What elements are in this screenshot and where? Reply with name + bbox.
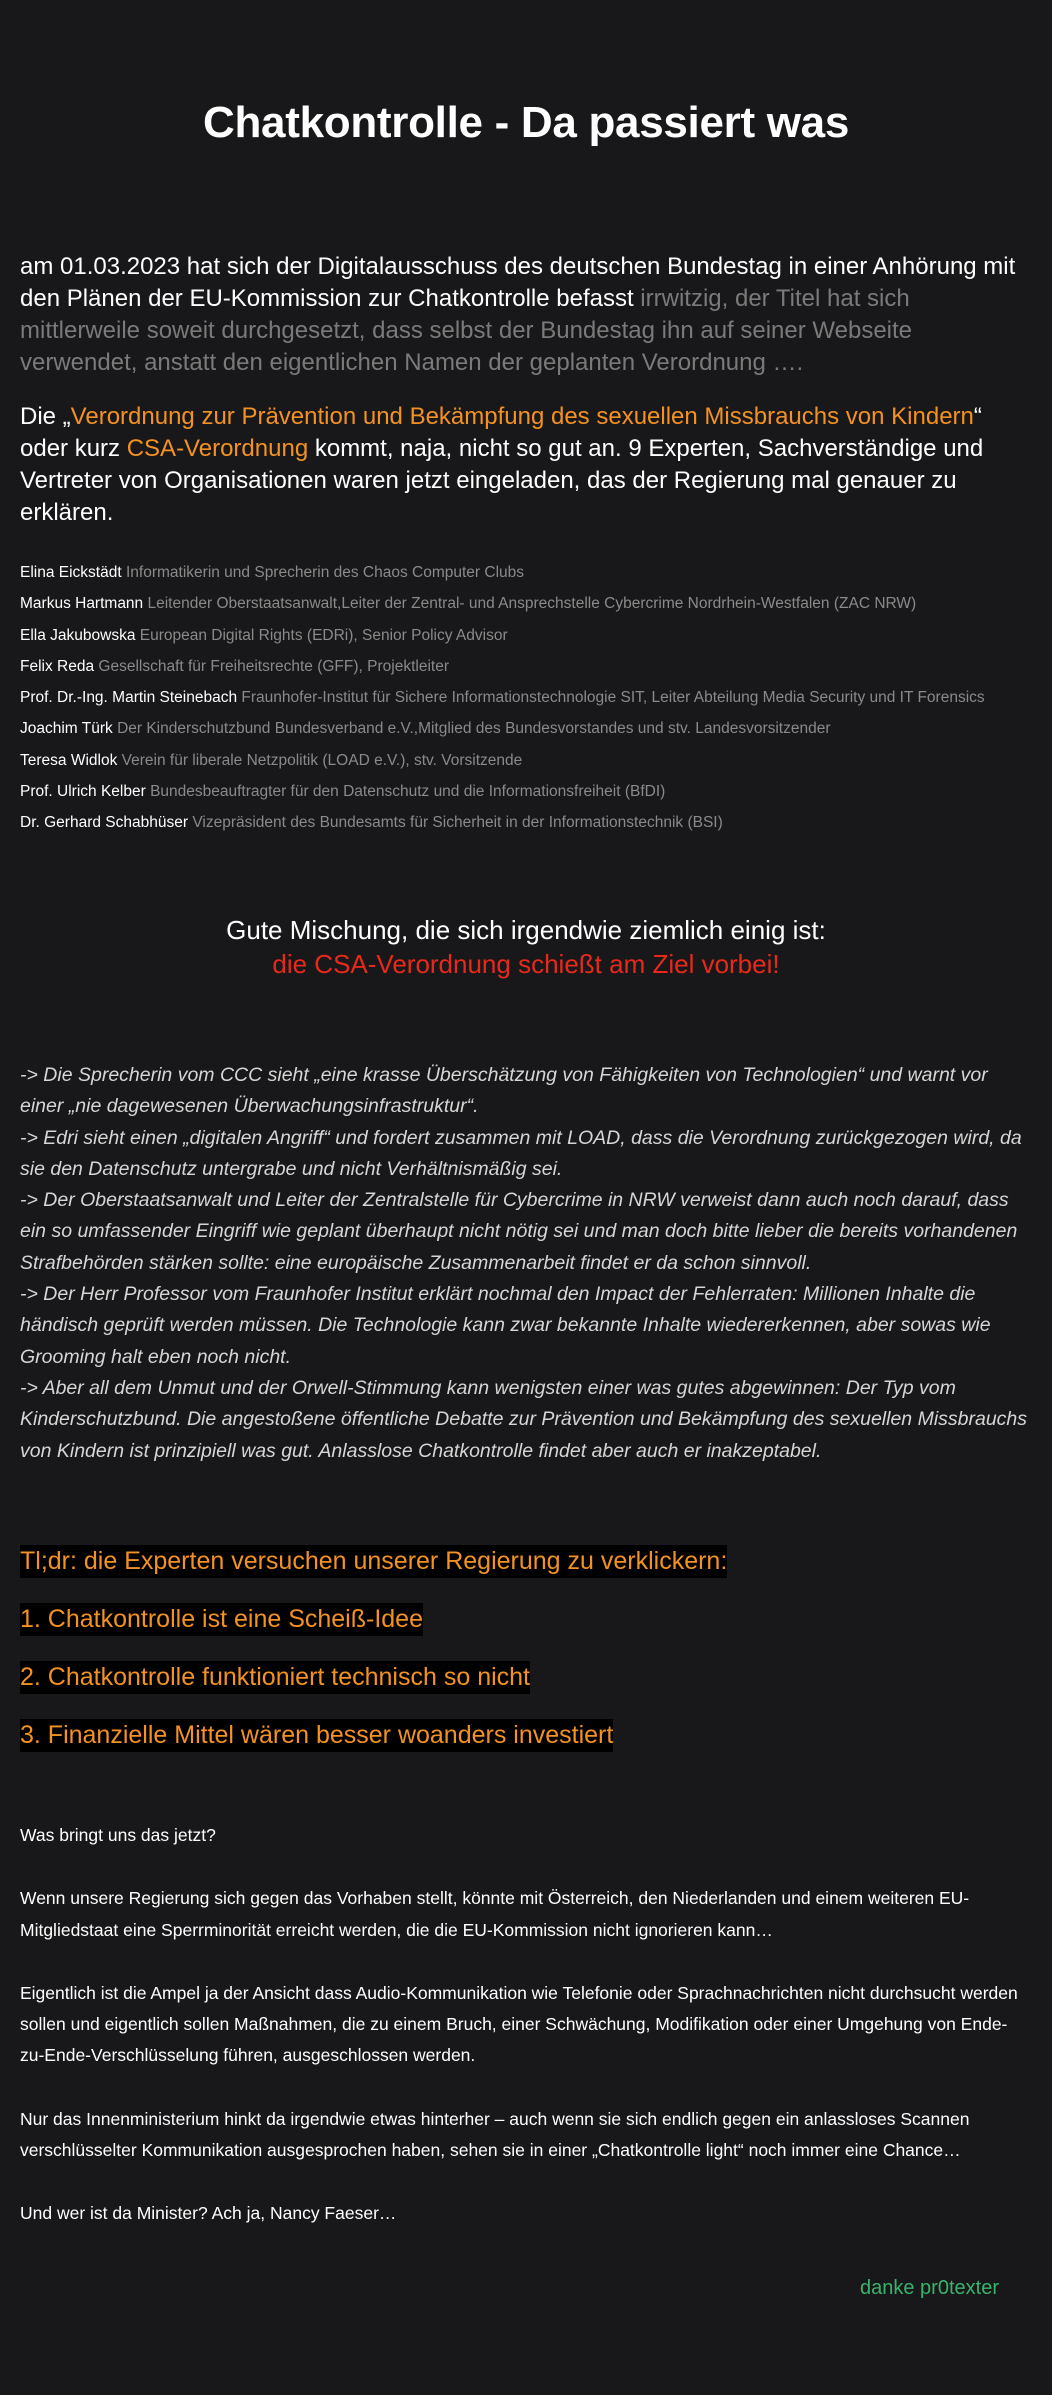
- csa-short-name-highlight: CSA-Verordnung: [126, 435, 309, 462]
- verdict-line: Gute Mischung, die sich irgendwie ziemlich einig ist:: [226, 915, 826, 945]
- csa-text-part1: Die „: [20, 403, 71, 430]
- outro-paragraph: Eigentlich ist die Ampel ja der Ansicht dass Audio-Kommunikation wie Telefonie oder Sprachnachrichten nicht durchsucht werden sollen und eigentlich sollen Maßnahmen, die zu einem Bruch, einer Schwächung, Modifikation oder einer Umgehung von Ende-zu-Ende-Verschlüsselung führen, ausgeschlossen werden.: [20, 1982, 1018, 2066]
- expert-role: Fraunhofer-Institut für Sichere Informationstechnologie SIT, Leiter Abteilung Media Security und IT Forensics: [241, 689, 985, 707]
- outro-block: [20, 1820, 1020, 2246]
- tldr-block: [20, 1545, 727, 1777]
- tldr-point: 2. Chatkontrolle funktioniert technisch so nicht: [20, 1661, 530, 1694]
- expert-name: Dr. Gerhard Schabhüser: [20, 814, 189, 832]
- expert-item: [20, 651, 1040, 682]
- expert-role: Verein für liberale Netzpolitik (LOAD e.V.), stv. Vorsitzende: [121, 751, 523, 769]
- opinions-block: [20, 1060, 1035, 1467]
- outro-paragraph: Und wer ist da Minister? Ach ja, Nancy Faeser…: [20, 2203, 397, 2224]
- opinion-item: -> Aber all dem Unmut und der Orwell-Stimmung kann wenigsten einer was gutes abgewinnen: Der Typ vom Kinderschutzbund. Die angestoßene öffentliche Debatte zur Prävention und Bekämpfung des sexuellen Missbrauchs von Kindern ist prinzipiell was gut. Anlasslose Chatkontrolle findet aber auch er inakzeptabel.: [20, 1376, 1028, 1462]
- outro-paragraph: Wenn unsere Regierung sich gegen das Vorhaben stellt, könnte mit Österreich, den Niederlanden und einem weiteren EU-Mitgliedstaat eine Sperrminorität erreicht werden, die die EU-Kommission nicht ignorieren kann…: [20, 1888, 970, 1940]
- verdict-highlight: die CSA-Verordnung schießt am Ziel vorbei!: [272, 949, 780, 979]
- csa-text-part3: kommt, naja, nicht so gut an. 9 Experten, Sachverständige und Vertreter von Organisationen waren jetzt eingeladen, das der Regierung mal genauer zu erklären.: [20, 435, 984, 526]
- expert-item: [20, 588, 1040, 619]
- outro-paragraph: Nur das Innenministerium hinkt da irgendwie etwas hinterher – auch wenn sie sich endlich gegen ein anlassloses Scannen verschlüsselter Kommunikation ausgesprochen haben, sehen sie in einer „Chatkontrolle light“ noch immer eine Chance…: [20, 2108, 970, 2161]
- expert-role: European Digital Rights (EDRi), Senior Policy Advisor: [139, 626, 508, 644]
- tldr-point: 1. Chatkontrolle ist eine Scheiß-Idee: [20, 1603, 423, 1636]
- regulation-name-highlight: Verordnung zur Prävention und Bekämpfung des sexuellen Missbrauchs von Kindern: [70, 403, 974, 430]
- verdict-block: [0, 913, 1052, 981]
- expert-item: [20, 682, 1040, 713]
- opinion-item: -> Der Herr Professor vom Fraunhofer Institut erklärt nochmal den Impact der Fehlerraten: Millionen Inhalte die händisch geprüft werden müssen. Die Technologie kann zwar bekannte Inhalte wiedererkennen, aber sowas wie Grooming halt eben noch nicht.: [20, 1283, 991, 1368]
- intro-aside-text: irrwitzig, der Titel hat sich mittlerweile soweit durchgesetzt, dass selbst der Bundestag ihn auf seiner Webseite verwendet, anstatt den eigentlichen Namen der geplanten Verordnung ….: [20, 285, 913, 376]
- expert-role: Informatikerin und Sprecherin des Chaos Computer Clubs: [125, 564, 525, 581]
- outro-question: Was bringt uns das jetzt?: [20, 1825, 216, 1845]
- expert-item: [20, 557, 1040, 588]
- expert-item: [20, 713, 1040, 744]
- csa-text-part2: “ oder kurz: [20, 403, 982, 462]
- expert-role: Leitender Oberstaatsanwalt,Leiter der Zentral- und Ansprechstelle Cybercrime Nordrhein-Westfalen (ZAC NRW): [147, 595, 917, 613]
- expert-name: Joachim Türk: [20, 720, 113, 738]
- expert-role: Gesellschaft für Freiheitsrechte (GFF), Projektleiter: [98, 657, 449, 675]
- expert-item: [20, 776, 1040, 807]
- page-title: Chatkontrolle - Da passiert was: [203, 98, 849, 147]
- expert-name: Felix Reda: [20, 657, 95, 675]
- intro-paragraph: [20, 251, 1030, 379]
- opinion-item: -> Die Sprecherin vom CCC sieht „eine krasse Überschätzung von Fähigkeiten von Technologien“ und warnt vor einer „nie dagewesenen Überwachungsinfrastruktur“.: [20, 1064, 988, 1118]
- expert-role: Der Kinderschutzbund Bundesverband e.V.,Mitglied des Bundesvorstandes und stv. Landesvorsitzender: [117, 720, 831, 738]
- intro-main-text: am 01.03.2023 hat sich der Digitalausschuss des deutschen Bundestag in einer Anhörung mit den Plänen der EU-Kommission zur Chatkontrolle befasst: [20, 253, 1016, 312]
- expert-name: Teresa Widlok: [20, 751, 118, 769]
- expert-name: Ella Jakubowska: [20, 626, 136, 644]
- expert-name: Prof. Ulrich Kelber: [20, 783, 146, 801]
- experts-list: [20, 557, 1040, 839]
- expert-item: [20, 807, 1040, 838]
- expert-name: Markus Hartmann: [20, 595, 144, 613]
- expert-name: Elina Eickstädt: [20, 564, 122, 581]
- expert-item: [20, 620, 1040, 651]
- thanks-credit: danke pr0texter: [860, 2277, 999, 2299]
- opinion-item: -> Der Oberstaatsanwalt und Leiter der Zentralstelle für Cybercrime in NRW verweist dann auch noch darauf, dass ein so umfassender Eingriff wie geplant überhaupt nicht nötig sei und man doch bitte lieber die bereits vorhandenen Strafbehörden stärken sollte: eine europäische Zusammenarbeit findet er da schon sinnvoll.: [20, 1189, 1018, 1274]
- expert-role: Vizepräsident des Bundesamts für Sicherheit in der Informationstechnik (BSI): [192, 814, 723, 832]
- tldr-heading: Tl;dr: die Experten versuchen unserer Regierung zu verklickern:: [20, 1545, 727, 1578]
- tldr-point: 3. Finanzielle Mittel wären besser woanders investiert: [20, 1719, 613, 1752]
- expert-name: Prof. Dr.-Ing. Martin Steinebach: [20, 689, 238, 707]
- opinion-item: -> Edri sieht einen „digitalen Angriff“ und fordert zusammen mit LOAD, dass die Verordnung zurückgezogen wird, da sie den Datenschutz untergrabe und nicht Verhältnismäßig sei.: [20, 1126, 1022, 1180]
- csa-paragraph: [20, 401, 1030, 529]
- expert-item: [20, 745, 1040, 776]
- expert-role: Bundesbeauftragter für den Datenschutz und die Informationsfreiheit (BfDI): [150, 783, 666, 801]
